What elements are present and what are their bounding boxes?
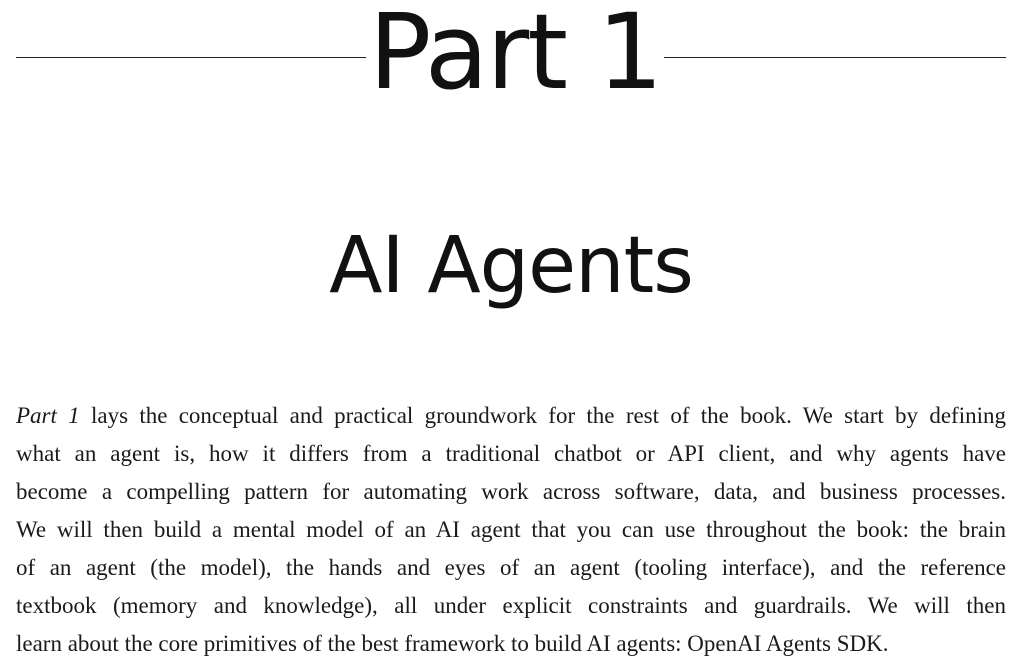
paragraph-line-4: We will then build a mental model of an AI agent that you can use throughout the book: the brain (16, 517, 1006, 542)
paragraph-line-7: learn about the core primitives of the best framework to build AI agents: OpenAI Agents SDK. (16, 631, 889, 656)
body-paragraph (16, 397, 1006, 663)
paragraph-line-3: become a compelling pattern for automating work across software, data, and business processes. (16, 479, 1006, 504)
part-header (0, 0, 1022, 120)
paragraph-line-6: textbook (memory and knowledge), all under explicit constraints and guardrails. We will then (16, 593, 1006, 618)
part-title: Part 1 (368, 0, 662, 113)
paragraph-line-1 (16, 397, 1006, 435)
right-divider-rule (664, 57, 1006, 58)
paragraph-line-1-text: lays the conceptual and practical groundwork for the rest of the book. We start by defining (79, 403, 1006, 428)
paragraph-line-2: what an agent is, how it differs from a traditional chatbot or API client, and why agents have (16, 441, 1006, 466)
paragraph-line-5: of an agent (the model), the hands and eyes of an agent (tooling interface), and the reference (16, 555, 1006, 580)
section-title: AI Agents (329, 221, 693, 311)
left-divider-rule (16, 57, 366, 58)
part-reference-italic: Part 1 (16, 403, 80, 428)
